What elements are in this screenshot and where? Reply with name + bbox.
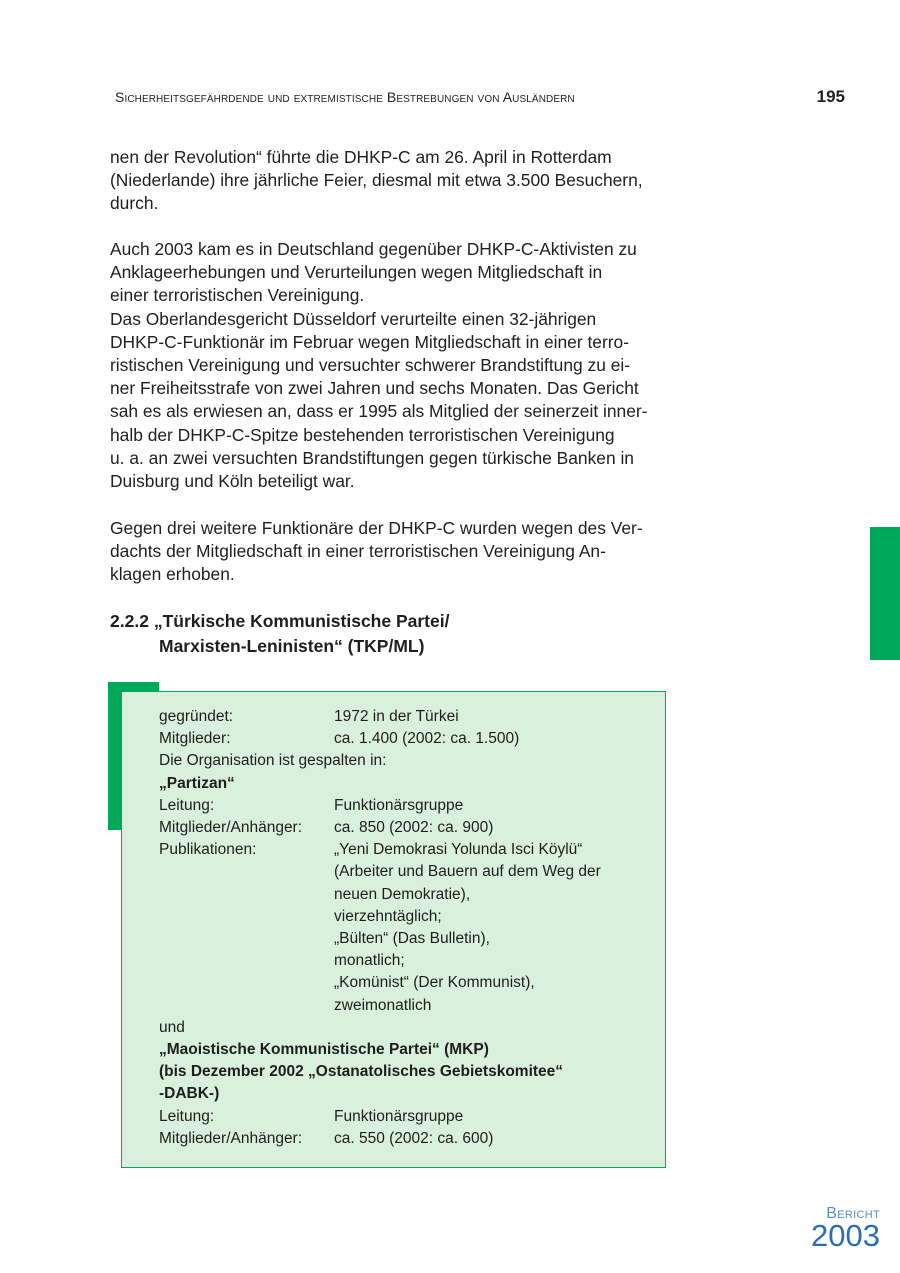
partizan-members-value: ca. 850 (2002: ca. 900) [334,819,494,837]
publication-line: vierzehntäglich; [334,907,442,925]
mkp-subtitle-1: (bis Dezember 2002 „Ostanatolisches Gebietskomitee“ [159,1063,564,1081]
publications-list [334,839,601,1017]
mkp-subtitle-2: -DABK-) [159,1085,220,1103]
chapter-side-tab [870,527,900,660]
members-row [159,728,601,750]
text-line: halb der DHKP-C-Spitze bestehenden terroristischen Vereinigung [110,424,615,445]
organization-infobox [121,691,666,1168]
text-line: Duisburg und Köln beteiligt war. [110,471,355,492]
founded-label: gegründet: [159,708,234,725]
text-line: (Niederlande) ihre jährliche Feier, diesmal mit etwa 3.500 Besuchern, [110,170,643,191]
text-line: ristischen Vereinigung und versuchter schwerer Brandstiftung zu ei- [110,355,631,376]
section-title-line-1: „Türkische Kommunistische Partei/ [153,611,450,631]
publications-label: Publikationen: [159,841,257,859]
section-number: 2.2.2 [110,611,149,631]
publication-line: „Yeni Demokrasi Yolunda Isci Köylü“ [334,841,583,859]
members-label: Mitglieder: [159,730,231,748]
section-title-line-2: Marxisten-Leninisten“ (TKP/ML) [159,636,425,656]
mkp-leadership-row [159,1106,601,1128]
mkp-members-value: ca. 550 (2002: ca. 600) [334,1129,494,1147]
text-line: einer terroristischen Vereinigung. [110,285,365,306]
infobox-content [159,706,601,1150]
text-line: ner Freiheitsstrafe von zwei Jahren und sechs Monaten. Das Gericht [110,378,639,399]
mkp-members-row [159,1128,601,1150]
partizan-title: „Partizan“ [159,774,235,792]
paragraph-2 [110,238,670,493]
founded-value: 1972 in der Türkei [334,708,459,725]
paragraph-1 [110,146,670,216]
mkp-title: „Maoistische Kommunistische Partei“ (MKP) [159,1041,489,1059]
mkp-members-label: Mitglieder/Anhänger: [159,1129,303,1147]
report-logo-word: Bericht [826,1205,880,1222]
text-line: Gegen drei weitere Funktionäre der DHKP-C wurden wegen des Ver- [110,518,643,538]
partizan-members-label: Mitglieder/Anhänger: [159,819,303,837]
text-line: Das Oberlandesgericht Düsseldorf verurteilte einen 32-jährigen [110,308,597,329]
members-value: ca. 1.400 (2002: ca. 1.500) [334,730,520,748]
publication-line: „Bülten“ (Das Bulletin), [334,930,490,948]
section-heading [110,609,449,659]
partizan-members-row [159,817,601,839]
mkp-leadership-label: Leitung: [159,1107,215,1125]
paragraph-3 [110,517,670,587]
text-line: u. a. an zwei versuchten Brandstiftungen gegen türkische Banken in [110,447,634,468]
publication-line: neuen Demokratie), [334,885,471,903]
text-line: sah es als erwiesen an, dass er 1995 als Mitglied der seinerzeit inner- [110,401,648,422]
partizan-leadership-row [159,795,601,817]
report-logo [808,1205,880,1251]
text-line: DHKP-C-Funktionär im Februar wegen Mitgliedschaft in einer terro- [110,331,630,352]
publication-line: monatlich; [334,952,405,970]
text-line: klagen erhoben. [110,564,235,585]
publication-line: (Arbeiter und Bauern auf dem Weg der [334,863,601,881]
text-line: dachts der Mitgliedschaft in einer terroristischen Vereinigung An- [110,541,606,562]
founded-row [159,706,601,728]
page-number: 195 [816,87,845,106]
publication-line: zweimonatlich [334,996,432,1014]
publication-line: „Komünist“ (Der Kommunist), [334,974,535,992]
split-text: Die Organisation ist gespalten in: [159,752,387,770]
text-line: Auch 2003 kam es in Deutschland gegenüber DHKP-C-Aktivisten zu [110,239,637,259]
text-line: durch. [110,193,159,214]
partizan-leadership-label: Leitung: [159,796,215,814]
report-logo-year: 2003 [811,1218,880,1253]
page-header [115,89,845,109]
text-line: nen der Revolution“ führte die DHKP-C am 26. April in Rotterdam [110,147,612,167]
partizan-leadership-value: Funktionärsgruppe [334,796,464,814]
running-title: Sicherheitsgefährdende und extremistische Bestrebungen von Ausländern [115,89,575,105]
and-text: und [159,1018,185,1036]
text-line: Anklageerhebungen und Verurteilungen wegen Mitgliedschaft in [110,262,603,283]
mkp-leadership-value: Funktionärsgruppe [334,1107,464,1125]
publications-row [159,839,601,1017]
